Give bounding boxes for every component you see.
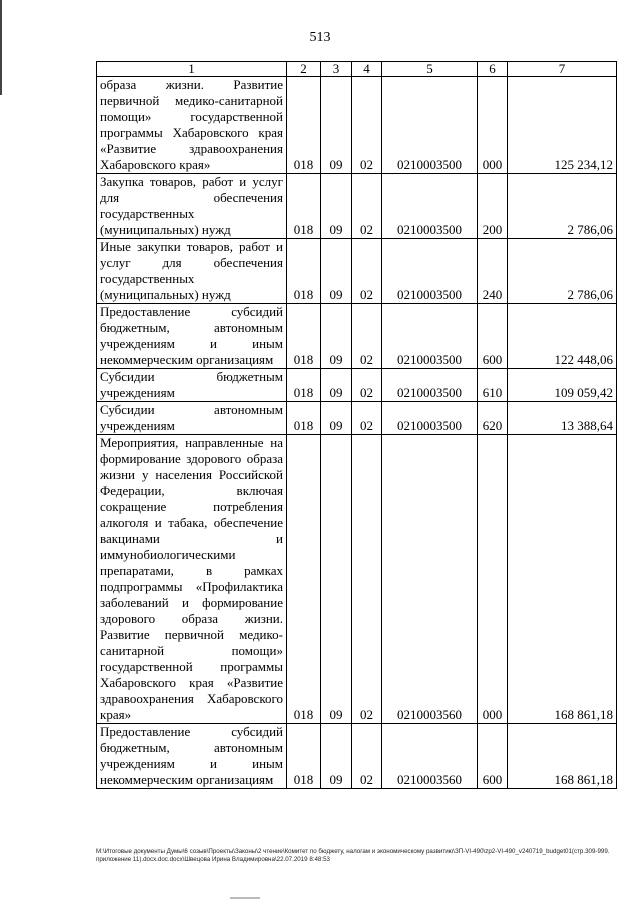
row-description: Иные закупки товаров, работ и услуг для обеспечения государственных (муниципальных) нужд [97, 239, 287, 304]
target-article-code: 0210003500 [382, 174, 478, 239]
margin-mark [0, 0, 2, 95]
amount: 109 059,42 [508, 369, 617, 402]
expense-type-code: 600 [478, 304, 508, 369]
ministry-code: 018 [287, 724, 321, 789]
table-row [97, 369, 617, 402]
expense-type-code: 600 [478, 724, 508, 789]
ministry-code: 018 [287, 239, 321, 304]
column-header: 4 [352, 62, 382, 77]
expense-type-code: 000 [478, 77, 508, 174]
page-number: 513 [309, 30, 331, 45]
ministry-code: 018 [287, 304, 321, 369]
section-code: 09 [321, 239, 352, 304]
scan-mark [230, 897, 260, 899]
subsection-code: 02 [352, 174, 382, 239]
table-row [97, 304, 617, 369]
row-description: Субсидии автономным учреждениям [97, 402, 287, 435]
subsection-code: 02 [352, 77, 382, 174]
row-description: Субсидии бюджетным учреждениям [97, 369, 287, 402]
row-description: Мероприятия, направленные на формирование здорового образа жизни у населения Российской Федерации, включая сокращение потребления алкоголя и табака, обеспечение вакцинами и иммунобиологическими препаратами, в рамках подпрограммы «Профилактика заболеваний и формирование здорового образа жизни. Развитие первичной медико-санитарной помощи» государственной программы Хабаровского края «Развитие здравоохранения Хабаровского края» [97, 435, 287, 724]
column-header: 7 [508, 62, 617, 77]
target-article-code: 0210003500 [382, 304, 478, 369]
subsection-code: 02 [352, 402, 382, 435]
expense-type-code: 240 [478, 239, 508, 304]
document-path-footer: M:\Итоговые документы Думы\6 созыв\Проекты\Законы\2 чтение\Комитет по бюджету, налогам и экономическому развитию\ЗП-VI-490\zp2-VI-490_v240719_budget01(стр.309-999. приложение 11).docx.doc.docx\Швецова Ирина Владимировна\22.07.2019 8:48:53 [96, 848, 610, 863]
expense-type-code: 200 [478, 174, 508, 239]
expense-type-code: 610 [478, 369, 508, 402]
section-code: 09 [321, 369, 352, 402]
ministry-code: 018 [287, 77, 321, 174]
subsection-code: 02 [352, 435, 382, 724]
target-article-code: 0210003560 [382, 724, 478, 789]
target-article-code: 0210003500 [382, 369, 478, 402]
target-article-code: 0210003560 [382, 435, 478, 724]
subsection-code: 02 [352, 239, 382, 304]
subsection-code: 02 [352, 724, 382, 789]
ministry-code: 018 [287, 402, 321, 435]
table-row [97, 77, 617, 174]
row-description: образа жизни. Развитие первичной медико-санитарной помощи» государственной программы Хабаровского края «Развитие здравоохранения Хабаровского края» [97, 77, 287, 174]
amount: 2 786,06 [508, 239, 617, 304]
column-header: 1 [97, 62, 287, 77]
amount: 125 234,12 [508, 77, 617, 174]
row-description: Предоставление субсидий бюджетным, автономным учреждениям и иным некоммерческим организациям [97, 304, 287, 369]
amount: 13 388,64 [508, 402, 617, 435]
section-code: 09 [321, 304, 352, 369]
target-article-code: 0210003500 [382, 77, 478, 174]
target-article-code: 0210003500 [382, 239, 478, 304]
row-description: Закупка товаров, работ и услуг для обеспечения государственных (муниципальных) нужд [97, 174, 287, 239]
ministry-code: 018 [287, 369, 321, 402]
section-code: 09 [321, 402, 352, 435]
amount: 122 448,06 [508, 304, 617, 369]
section-code: 09 [321, 724, 352, 789]
amount: 168 861,18 [508, 435, 617, 724]
section-code: 09 [321, 435, 352, 724]
table-row [97, 239, 617, 304]
section-code: 09 [321, 174, 352, 239]
budget-table [96, 61, 617, 789]
target-article-code: 0210003500 [382, 402, 478, 435]
section-code: 09 [321, 77, 352, 174]
ministry-code: 018 [287, 174, 321, 239]
amount: 2 786,06 [508, 174, 617, 239]
column-header: 2 [287, 62, 321, 77]
table-row [97, 402, 617, 435]
ministry-code: 018 [287, 435, 321, 724]
table-row [97, 724, 617, 789]
subsection-code: 02 [352, 304, 382, 369]
expense-type-code: 620 [478, 402, 508, 435]
expense-type-code: 000 [478, 435, 508, 724]
column-header: 6 [478, 62, 508, 77]
subsection-code: 02 [352, 369, 382, 402]
column-header: 3 [321, 62, 352, 77]
row-description: Предоставление субсидий бюджетным, автономным учреждениям и иным некоммерческим организациям [97, 724, 287, 789]
table-header-row [97, 62, 617, 77]
table-row [97, 435, 617, 724]
table-row [97, 174, 617, 239]
amount: 168 861,18 [508, 724, 617, 789]
column-header: 5 [382, 62, 478, 77]
